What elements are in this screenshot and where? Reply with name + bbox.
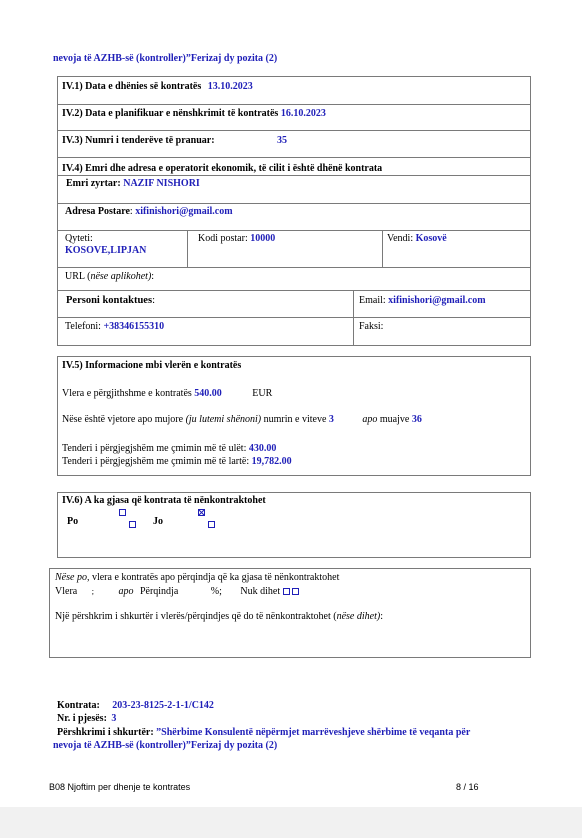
city-label: Qyteti: [65,233,93,244]
official-name-label: Emri zyrtar [66,178,118,189]
postal-address-row: Adresa Postare: xifinishori@gmail.com [65,206,233,217]
postcode-label: Kodi postar: [198,233,248,244]
signing-date-label: IV.2) Data e planifikuar e nënshkrimit të kontratës [62,108,279,119]
total-value-row: Vlera e përgjithshme e kontratës 540.00 EUR [62,388,273,399]
part-label: Nr. i pjesës [57,713,104,724]
option-po-label: Po [67,516,79,527]
url-row: URL (nëse aplikohet): [65,271,155,282]
unknown-checkbox-1[interactable] [283,588,290,595]
subcontract-description-row: Një përshkrim i shkurtër i vlerës/përqindjes që do të nënkontraktohet (nëse dihet): [55,611,383,622]
contract-label: Kontrata: [57,700,100,711]
short-description-value: ”Shërbime Konsulentë nëpërmjet marrëveshjeve shërbime të veqanta për [156,727,471,738]
official-name-value: NAZIF NISHORI [123,178,200,189]
footer-page-number: 8 / 16 [456,782,479,792]
contract-number-row [57,700,214,711]
award-date-value: 13.10.2023 [207,81,253,92]
page-bottom-margin [0,807,582,838]
tenders-received-label: IV.3) Numri i tenderëve të pranuar: [62,135,215,146]
country-label: Vendi: [387,233,414,244]
subcontract-section-title: IV.6) A ka gjasa që kontrata të nënkontraktohet [62,495,266,506]
footer-document-title: B08 Njoftim per dhenje te kontrates [49,782,191,792]
country-value: Kosovë [415,233,447,244]
contact-person-label: Personi kontaktues [66,295,153,306]
email-value: xifinishori@gmail.com [388,295,486,306]
postcode-value: 10000 [250,233,276,244]
phone-cell [65,321,164,332]
unknown-checkbox-2[interactable] [292,588,299,595]
po-checkbox-top[interactable] [119,509,126,516]
short-description-row [57,727,470,738]
option-jo-label: Jo [153,516,163,527]
postcode-cell [198,233,275,244]
years-value: 3 [328,414,334,425]
months-value: 36 [411,414,422,425]
contract-award-date-row [62,81,253,92]
short-description-label: Përshkrimi i shkurtër: [57,727,154,738]
lowest-tender-row: Tenderi i përgjegjshëm me çmimin më të ulët: 430.00 [62,443,277,454]
contract-number-value: 203-23-8125-2-1-1/C142 [112,700,214,711]
currency: EUR [252,388,273,399]
phone-label: Telefoni: [65,321,101,332]
jo-checkbox-checked[interactable] [198,509,205,516]
fax-label: Faksi: [359,321,384,332]
subcontract-value-question: Nëse po, vlera e kontratës apo përqindja që ka gjasa të nënkontraktohet [55,572,340,583]
jo-checkbox[interactable] [208,521,215,528]
lowest-tender-value: 430.00 [248,443,277,454]
subcontract-value-row: Vlera ; apo Përqindja %; Nuk dihet [55,586,299,597]
part-number-row: Nr. i pjesës: 3 [57,713,117,724]
official-name-row: Emri zyrtar: NAZIF NISHORI [66,178,200,189]
part-number-value: 3 [111,713,117,724]
total-value: 540.00 [194,388,222,399]
postal-address-value: xifinishori@gmail.com [135,206,233,217]
po-checkbox[interactable] [129,521,136,528]
signing-date-row [62,108,326,119]
award-date-label: IV.1) Data e dhënies së kontratës [62,81,202,92]
country-cell [387,233,447,244]
contact-person-row: Personi kontaktues: [66,295,155,306]
value-section-title: IV.5) Informacione mbi vlerën e kontratës [62,360,242,371]
postal-address-label: Adresa Postare [65,206,130,217]
top-continuation-text: nevoja të AZHB-së (kontroller)”Ferizaj dy pozita (2) [53,53,278,64]
tenders-received-value: 35 [277,135,287,146]
short-description-continuation: nevoja të AZHB-së (kontroller)”Ferizaj dy pozita (2) [53,740,278,751]
signing-date-value: 16.10.2023 [280,108,326,119]
phone-value: +38346155310 [103,321,165,332]
email-cell [359,295,486,306]
operator-section-title: IV.4) Emri dhe adresa e operatorit ekonomik, të cilit i është dhënë kontrata [62,163,383,174]
duration-row: Nëse është vjetore apo mujore (ju lutemi shënoni) numrin e viteve 3 apo muajve 36 [62,414,422,425]
city-value: KOSOVE,LIPJAN [65,245,147,256]
highest-tender-row: Tenderi i përgjegjshëm me çmimin më të lartë: 19,782.00 [62,456,292,467]
email-label: Email: [359,295,386,306]
highest-tender-value: 19,782.00 [251,456,292,467]
